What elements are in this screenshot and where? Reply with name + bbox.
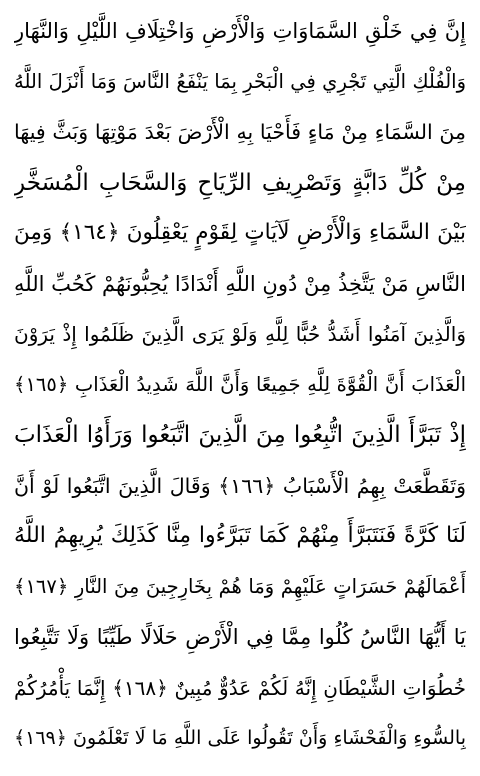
text-line-15: بِالسُّوءِ وَالْفَحْشَاءِ وَأَنْ تَقُولُوا عَلَى اللَّهِ مَا لَا تَعْلَمُونَ ﴿١٦٩﴾ bbox=[14, 727, 466, 749]
text-line-3: مِنَ السَّمَاءِ مِنْ مَاءٍ فَأَحْيَا بِهِ الْأَرْضَ بَعْدَ مَوْتِهَا وَبَثَّ فِيهَا bbox=[14, 120, 466, 144]
text-line-10: وَتَقَطَّعَتْ بِهِمُ الْأَسْبَابُ ﴿١٦٦﴾ وَقَالَ الَّذِينَ اتَّبَعُوا لَوْ أَنَّ bbox=[14, 473, 466, 498]
text-line-13: يَا أَيُّهَا النَّاسُ كُلُوا مِمَّا فِي الْأَرْضِ حَلَالًا طَيِّبًا وَلَا تَتَّبِعُوا bbox=[14, 625, 466, 649]
text-line-8: الْعَذَابَ أَنَّ الْقُوَّةَ لِلَّهِ جَمِيعًا وَأَنَّ اللَّهَ شَدِيدُ الْعَذَابِ ﴿١٦٥﴾ bbox=[14, 372, 466, 396]
text-line-11: لَنَا كَرَّةً فَنَتَبَرَّأَ مِنْهُمْ كَمَا تَبَرَّءُوا مِنَّا كَذَلِكَ يُرِيهِمُ اللَّهُ bbox=[14, 523, 466, 548]
text-line-4: مِنْ كُلِّ دَابَّةٍ وَتَصْرِيفِ الرِّيَاحِ وَالسَّحَابِ الْمُسَخَّرِ bbox=[14, 169, 466, 196]
text-line-12: أَعْمَالَهُمْ حَسَرَاتٍ عَلَيْهِمْ وَمَا هُمْ بِخَارِجِينَ مِنَ النَّارِ ﴿١٦٧﴾ bbox=[14, 574, 466, 598]
text-line-6: النَّاسِ مَنْ يَتَّخِذُ مِنْ دُونِ اللَّهِ أَنْدَادًا يُحِبُّونَهُمْ كَحُبِّ اللَّهِ bbox=[14, 271, 466, 296]
text-line-1: إِنَّ فِي خَلْقِ السَّمَاوَاتِ وَالْأَرْضِ وَاخْتِلَافِ اللَّيْلِ وَالنَّهَارِ bbox=[14, 19, 466, 43]
text-line-9: إِذْ تَبَرَّأَ الَّذِينَ اتُّبِعُوا مِنَ الَّذِينَ اتَّبَعُوا وَرَأَوُا الْعَذَابَ bbox=[14, 422, 466, 448]
text-line-2: وَالْفُلْكِ الَّتِي تَجْرِي فِي الْبَحْرِ بِمَا يَنْفَعُ النَّاسَ وَمَا أَنْزَلَ اللَّهُ bbox=[14, 69, 466, 93]
text-line-14: خُطُوَاتِ الشَّيْطَانِ إِنَّهُ لَكُمْ عَدُوٌّ مُبِينٌ ﴿١٦٨﴾ إِنَّمَا يَأْمُرُكُمْ bbox=[14, 675, 466, 700]
text-line-5: بَيْنَ السَّمَاءِ وَالْأَرْضِ لَآيَاتٍ لِقَوْمٍ يَعْقِلُونَ ﴿١٦٤﴾ وَمِنَ bbox=[14, 220, 466, 245]
text-line-7: وَالَّذِينَ آمَنُوا أَشَدُّ حُبًّا لِلَّهِ وَلَوْ يَرَى الَّذِينَ ظَلَمُوا إِذْ يَرَوْنَ bbox=[14, 322, 466, 346]
